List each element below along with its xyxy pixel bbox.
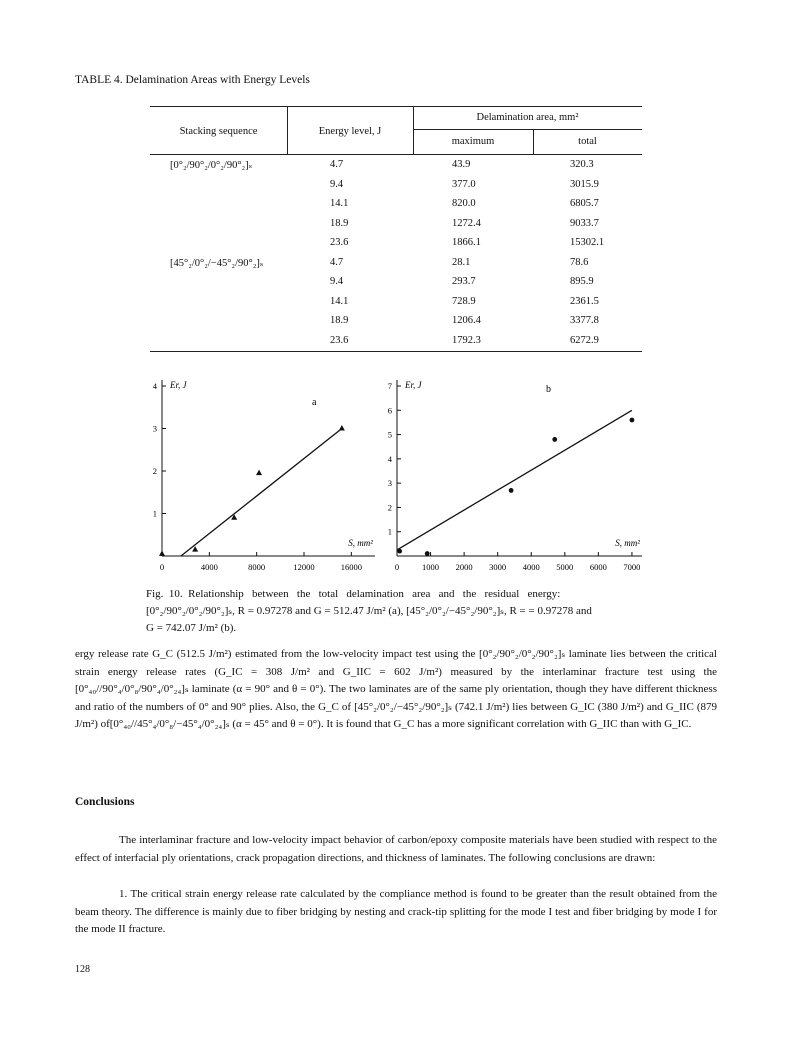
y-tick-label: 3: [387, 478, 392, 489]
cell-total: 9033.7: [570, 217, 599, 229]
x-tick-label: 0: [159, 562, 165, 572]
cell-energy: 23.6: [330, 334, 349, 346]
cell-total: 3377.8: [570, 315, 599, 326]
panel-label: b: [546, 384, 551, 395]
cell-energy: 14.1: [330, 295, 349, 307]
table-bottom-rule: [150, 351, 642, 352]
page-number: 128: [75, 964, 90, 975]
table-row: [150, 179, 642, 198]
figure-caption: [146, 586, 646, 637]
cell-energy: 4.7: [330, 159, 344, 170]
header-energy: Energy level, J: [318, 126, 382, 137]
cell-energy: 18.9: [330, 217, 349, 229]
cell-energy: 9.4: [330, 276, 344, 287]
table-row: [150, 296, 642, 315]
data-point: [425, 551, 430, 556]
cell-total: 6272.9: [570, 334, 599, 346]
header-sub-rule: [413, 129, 642, 130]
x-tick-label: 12000: [293, 562, 315, 572]
table-row: [150, 218, 642, 237]
data-point: [552, 437, 557, 442]
cell-max: 1272.4: [452, 217, 481, 229]
x-tick-label: 7000: [623, 562, 641, 572]
fit-line: [397, 410, 632, 550]
y-tick-label: 7: [387, 381, 392, 391]
figure-caption-line-3: G = 742.07 J/m² (b).: [146, 622, 237, 634]
table-top-rule: [150, 106, 642, 107]
fit-line: [181, 429, 342, 557]
body-paragraph-2: The interlaminar fracture and low-velocity impact behavior of carbon/epoxy composite materials have been studied with respect to the effect of interfacial ply orientations, crack propagation directions, and thickness of laminates. The following conclusions are drawn:: [75, 834, 717, 864]
y-tick-label: 6: [387, 405, 392, 416]
x-tick-label: 16000: [340, 562, 362, 572]
y-axis-label: Er, J: [405, 380, 422, 390]
cell-total: 78.6: [570, 256, 589, 268]
y-tick-label: 4: [152, 381, 157, 391]
table-row: [150, 315, 642, 334]
table-header: [150, 112, 642, 160]
cell-max: 1866.1: [452, 237, 481, 248]
y-tick-label: 4: [387, 453, 392, 464]
cell-energy: 14.1: [330, 198, 349, 209]
x-tick-label: 3000: [489, 562, 507, 572]
body-paragraph-1: ergy release rate G_C (512.5 J/m²) estimated from the low-velocity impact test using the [0°₂/90°₂/0°₂/90°₂]ₛ laminate lies between the critical strain energy release rates (G_IC = 308 J/m² and G_IIC = 602 J/m²) measured by the interlaminar fracture test using the [0°₄₀//90°₄/0°₈/90°₄/0°₂₄]ₛ laminate (α = 90° and θ = 0°). The two laminates are of the same ply orientation, though they have different thickness and ratio of the numbers of 0° and 90° plies. Also, the G_C of [45°₂/0°₂/−45°₂/90°₂]ₛ (742.1 J/m²) lies between G_IC (380 J/m²) and G_IIC (879 J/m²) of[0°₄₀//45°₄/0°₈/−45°₄/0°₂₄]ₛ (α = 45° and θ = 0°). It is found that G_C has a more significant correlation with G_IIC than with G_IC.: [75, 648, 717, 730]
data-point: [397, 549, 402, 554]
section-heading: Conclusions: [75, 796, 135, 808]
body-paragraph-3: 1. The critical strain energy release rate calculated by the compliance method is found to be greater than the result obtained from the beam theory. The difference is mainly due to fiber bridging by nesting and crack-tip splitting for the mode I test and fiber bridging by mode I for the mode II fracture.: [75, 888, 717, 935]
x-tick-label: 1000: [422, 562, 440, 572]
table-row: [150, 198, 642, 217]
cell-total: 15302.1: [570, 237, 605, 248]
x-tick-label: 8000: [248, 562, 266, 572]
x-tick-label: 4000: [200, 562, 218, 572]
x-tick-label: 4000: [522, 562, 540, 572]
header-total: total: [578, 136, 597, 147]
y-tick-label: 1: [152, 508, 157, 519]
y-axis-label: Er, J: [170, 380, 187, 390]
data-point: [256, 470, 262, 476]
cell-max: 1206.4: [452, 315, 481, 326]
x-tick-label: 6000: [589, 562, 607, 572]
x-tick-label: 0: [394, 562, 400, 572]
panel-label: a: [312, 397, 317, 408]
chart-a: [140, 372, 380, 582]
cell-max: 728.9: [452, 295, 476, 307]
cell-max: 28.1: [452, 256, 471, 268]
cell-total: 2361.5: [570, 295, 599, 307]
cell-max: 820.0: [452, 198, 476, 209]
table-caption: TABLE 4. Delamination Areas with Energy Levels: [75, 74, 310, 86]
cell-total: 895.9: [570, 276, 594, 287]
y-tick-label: 2: [152, 466, 157, 476]
data-point: [339, 425, 345, 431]
cell-energy: 9.4: [330, 178, 344, 190]
x-tick-label: 2000: [455, 562, 473, 572]
cell-max: 43.9: [452, 159, 471, 170]
cell-energy: 23.6: [330, 237, 349, 248]
stacking-seq-2: [45°₂/0°₂/−45°₂/90°₂]ₛ: [170, 257, 264, 269]
cell-max: 1792.3: [452, 334, 481, 346]
x-tick-label: 5000: [556, 562, 574, 572]
table-row: [150, 276, 642, 295]
figure-caption-line-2: [0°₂/90°₂/0°₂/90°₂]ₛ, R = 0.97278 and G = 512.47 J/m² (a), [45°₂/0°₂/−45°₂/90°₂]ₛ, R = = 0.97278 and: [146, 605, 592, 617]
data-point: [159, 550, 165, 556]
header-bottom-rule: [150, 154, 642, 155]
cell-max: 377.0: [452, 178, 476, 190]
x-axis-label: S, mm²: [615, 538, 640, 548]
y-tick-label: 3: [152, 423, 157, 434]
data-point: [630, 418, 635, 423]
y-tick-label: 1: [387, 526, 392, 537]
cell-total: 3015.9: [570, 178, 599, 190]
cell-total: 6805.7: [570, 198, 599, 209]
cell-total: 320.3: [570, 159, 594, 170]
cell-energy: 4.7: [330, 256, 344, 268]
stacking-seq-1: [0°₂/90°₂/0°₂/90°₂]ₛ: [170, 160, 253, 171]
header-max: maximum: [451, 136, 495, 147]
data-point: [509, 488, 514, 493]
header-stacking: Stacking sequence: [179, 126, 258, 137]
table-row: [150, 257, 642, 276]
header-delam: Delamination area, mm²: [476, 112, 579, 123]
table-row: [150, 237, 642, 256]
table-row: [150, 159, 642, 178]
cell-energy: 18.9: [330, 315, 349, 326]
chart-b: [380, 372, 655, 582]
y-tick-label: 5: [387, 429, 392, 440]
y-tick-label: 2: [387, 502, 392, 513]
cell-max: 293.7: [452, 276, 476, 287]
x-axis-label: S, mm²: [348, 538, 373, 548]
figure-caption-line-1: Fig. 10. Relationship between the total delamination area and the residual energy:: [146, 588, 561, 600]
